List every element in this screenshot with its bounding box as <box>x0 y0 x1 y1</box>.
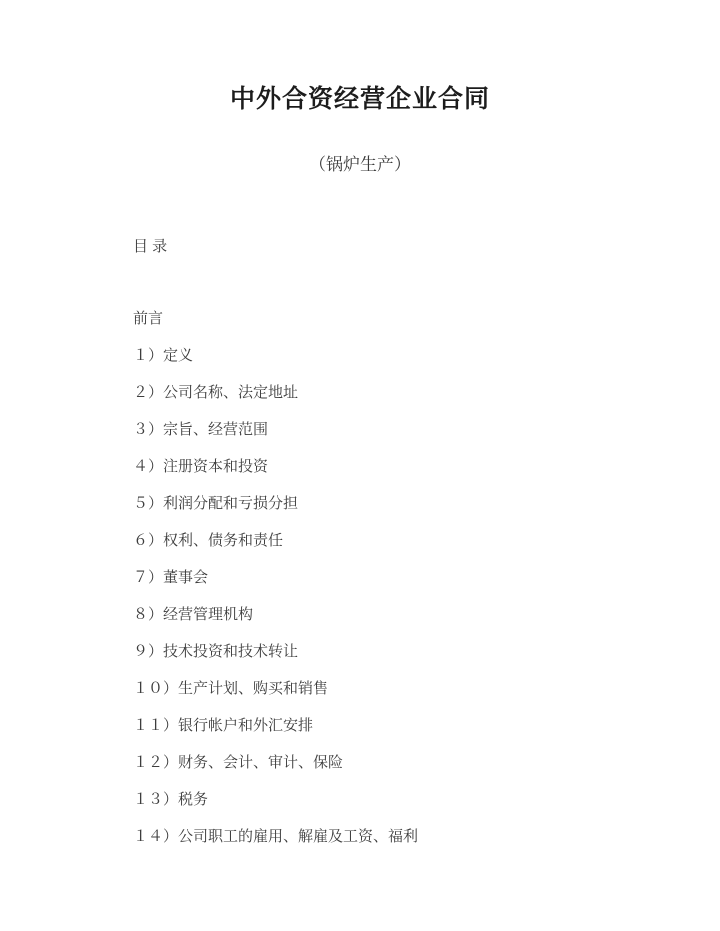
toc-item: ９）技术投资和技术转让 <box>133 643 299 660</box>
toc-list <box>133 347 660 845</box>
toc-item: １３）税务 <box>133 791 209 808</box>
toc-item: ２）公司名称、法定地址 <box>133 384 299 401</box>
document-body <box>133 238 660 845</box>
document-subtitle: （锅炉生产） <box>309 155 411 174</box>
toc-item: ７）董事会 <box>133 569 209 586</box>
toc-item: １）定义 <box>133 347 194 364</box>
toc-item: １４）公司职工的雇用、解雇及工资、福利 <box>133 828 419 845</box>
toc-item: ３）宗旨、经营范围 <box>133 421 269 438</box>
toc-item: ４）注册资本和投资 <box>133 458 269 475</box>
toc-item: ６）权利、债务和责任 <box>133 532 284 549</box>
toc-item: １１）银行帐户和外汇安排 <box>133 717 314 734</box>
toc-item: ８）经营管理机构 <box>133 606 254 623</box>
toc-item: １２）财务、会计、审计、保险 <box>133 754 344 771</box>
preface-label: 前言 <box>133 310 164 327</box>
toc-item: ５）利润分配和亏损分担 <box>133 495 299 512</box>
document-title: 中外合资经营企业合同 <box>229 85 490 113</box>
toc-heading: 目 录 <box>133 238 168 255</box>
toc-item: １０）生产计划、购买和销售 <box>133 680 329 697</box>
